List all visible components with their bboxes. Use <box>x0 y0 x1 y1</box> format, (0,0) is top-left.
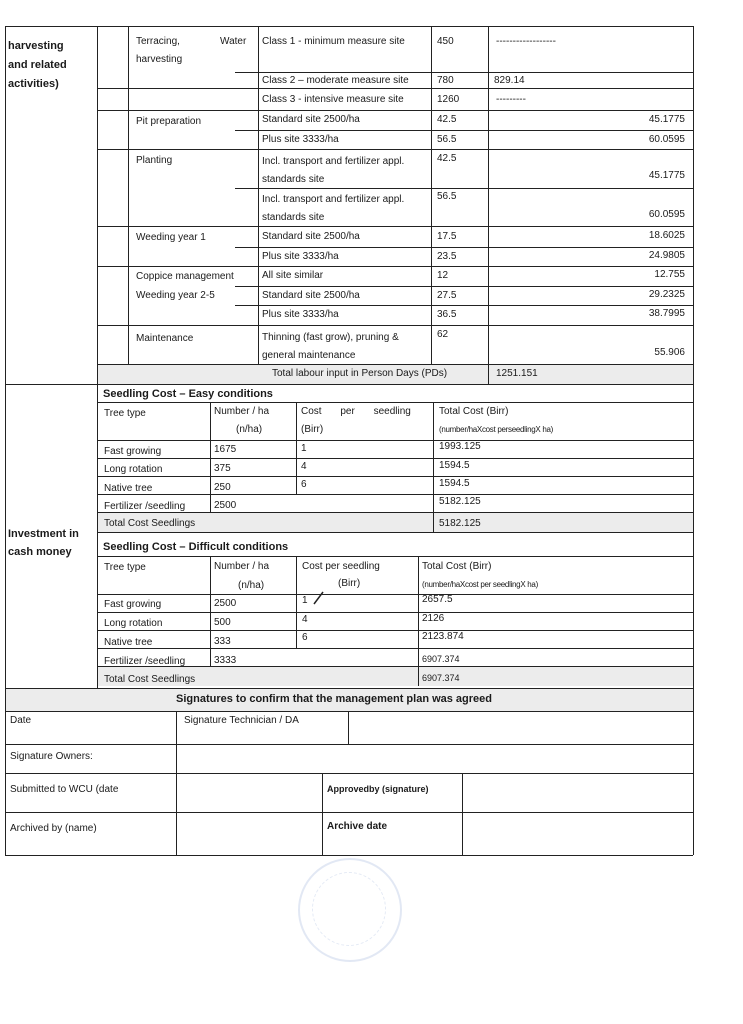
row-line <box>97 458 693 459</box>
difficult-type: Fertilizer /seedling <box>104 656 186 667</box>
col-line <box>128 26 129 364</box>
row-line <box>235 130 693 131</box>
section-divider <box>97 26 98 688</box>
labour-total-value: 1251.151 <box>496 368 538 379</box>
easy-number: 375 <box>214 463 231 474</box>
easy-total: 1594.5 <box>439 478 470 489</box>
row-line <box>97 325 693 326</box>
difficult-cost: 4 <box>302 614 308 625</box>
labour-value: 56.5 <box>437 191 457 202</box>
faint-stamp-inner <box>312 872 386 946</box>
difficult-cost: 1 <box>302 595 308 606</box>
easy-header-cost: Cost per seedling <box>301 406 411 417</box>
difficult-number: 2500 <box>214 598 237 609</box>
difficult-header-cost: Cost per seedling <box>302 561 380 572</box>
labour-value: 12 <box>437 270 449 281</box>
labour-desc: Plus site 3333/ha <box>262 251 339 262</box>
easy-type: Fertilizer /seedling <box>104 501 186 512</box>
labour-total: 12.755 <box>654 269 685 280</box>
difficult-number: 500 <box>214 617 231 628</box>
row-line <box>235 72 693 73</box>
row-line <box>97 666 693 667</box>
activity-water: Water <box>220 36 247 47</box>
labour-total: ------------------ <box>496 36 556 47</box>
difficult-total: 2123.874 <box>422 631 464 642</box>
labour-total-label: Total labour input in Person Days (PDs) <box>272 368 448 379</box>
labour-total: 45.1775 <box>648 114 685 125</box>
labour-desc: Standard site 2500/ha <box>262 231 360 242</box>
difficult-header-number-unit: (n/ha) <box>238 580 265 591</box>
row-line <box>97 556 693 557</box>
easy-number: 250 <box>214 482 231 493</box>
activity-terracing: Terracing, <box>136 36 180 47</box>
row-line <box>97 494 693 495</box>
col-line <box>462 773 463 855</box>
difficult-header-number: Number / ha <box>214 561 270 572</box>
labour-total: 60.0595 <box>648 209 685 220</box>
difficult-type: Fast growing <box>104 599 162 610</box>
activity-weeding-2-5: Weeding year 2-5 <box>136 290 215 301</box>
col-line <box>488 26 489 384</box>
easy-total: 5182.125 <box>439 496 481 507</box>
difficult-header-total: Total Cost (Birr) <box>422 561 492 572</box>
row-line <box>97 402 693 403</box>
labour-desc: Incl. transport and fertilizer appl. standards site <box>262 156 405 185</box>
difficult-number: 3333 <box>214 655 237 666</box>
labour-value: 17.5 <box>437 231 457 242</box>
bottom-border <box>5 855 693 856</box>
easy-cost: 4 <box>301 461 307 472</box>
labour-value: 780 <box>437 75 454 86</box>
labour-value: 1260 <box>437 94 460 105</box>
col-line <box>210 556 211 666</box>
easy-total: 1594.5 <box>439 460 470 471</box>
difficult-cost: 6 <box>302 632 308 643</box>
col-line <box>258 26 259 364</box>
easy-header-total: Total Cost (Birr) <box>439 406 509 417</box>
activity-maintenance: Maintenance <box>136 333 194 344</box>
right-border <box>693 26 694 855</box>
easy-type: Native tree <box>104 483 153 494</box>
labour-total: 55.906 <box>654 347 685 358</box>
col-line <box>322 773 323 855</box>
approved-label: Approvedby (signature) <box>327 784 429 794</box>
signatures-title: Signatures to confirm that the management plan was agreed <box>176 693 493 705</box>
easy-cost: 6 <box>301 479 307 490</box>
row-line <box>97 630 693 631</box>
row-line <box>235 286 693 287</box>
col-line <box>296 402 297 494</box>
activity-harvesting: harvesting <box>136 54 183 65</box>
difficult-total: 2657.5 <box>422 594 453 605</box>
labour-total: 18.6025 <box>648 230 685 241</box>
difficult-total-label: Total Cost Seedlings <box>104 674 196 685</box>
activity-pit-preparation: Pit preparation <box>136 116 202 127</box>
difficult-total-value: 6907.374 <box>422 673 460 683</box>
labour-value: 27.5 <box>437 290 457 301</box>
activity-planting: Planting <box>136 155 173 166</box>
row-line <box>97 88 693 89</box>
labour-value: 23.5 <box>437 251 457 262</box>
labour-desc: All site similar <box>262 270 324 281</box>
labour-desc: Incl. transport and fertilizer appl. standards site <box>262 194 405 223</box>
left-border <box>5 26 6 855</box>
section-line <box>5 384 693 385</box>
easy-total-label: Total Cost Seedlings <box>104 518 196 529</box>
row-line <box>235 305 693 306</box>
labour-total: --------- <box>496 94 526 105</box>
col-line <box>348 711 349 744</box>
easy-header-cost-unit: (Birr) <box>301 424 324 435</box>
difficult-header-total-formula: (number/haXcost per seedlingX ha) <box>422 580 538 589</box>
col-line <box>176 773 177 855</box>
row-line <box>97 440 693 441</box>
easy-header-total-formula: (number/haXcost perseedlingX ha) <box>439 425 554 434</box>
row-line <box>97 476 693 477</box>
row-line <box>97 612 693 613</box>
difficult-total: 2126 <box>422 613 445 624</box>
archive-date-label: Archive date <box>327 821 388 832</box>
date-label: Date <box>10 715 32 726</box>
labour-desc: Class 1 - minimum measure site <box>262 36 405 47</box>
col-line <box>418 556 419 686</box>
labour-value: 42.5 <box>437 114 457 125</box>
labour-desc: Standard site 2500/ha <box>262 114 360 125</box>
activity-weeding-year-1: Weeding year 1 <box>136 232 206 243</box>
col-line <box>431 26 432 364</box>
row-line <box>5 744 693 745</box>
easy-total: 1993.125 <box>439 441 481 452</box>
labour-total: 60.0595 <box>648 134 685 145</box>
row-line <box>97 110 693 111</box>
easy-header-type: Tree type <box>104 408 146 419</box>
col-line <box>210 402 211 512</box>
section-line <box>5 688 693 689</box>
row-line <box>5 773 693 774</box>
difficult-number: 333 <box>214 636 231 647</box>
easy-number: 1675 <box>214 444 237 455</box>
easy-cost: 1 <box>301 443 307 454</box>
activity-coppice: Coppice management <box>136 271 234 282</box>
labour-desc: Class 3 - intensive measure site <box>262 94 404 105</box>
archived-by-label: Archived by (name) <box>10 823 97 834</box>
labour-desc: Class 2 – moderate measure site <box>262 75 409 86</box>
labour-total: 38.7995 <box>648 308 685 319</box>
row-line <box>97 594 693 595</box>
submitted-label: Submitted to WCU (date <box>10 784 119 795</box>
easy-header-number-unit: (n/ha) <box>236 424 263 435</box>
labour-total: 24.9805 <box>648 250 685 261</box>
row-line <box>97 149 693 150</box>
difficult-header-cost-unit: (Birr) <box>338 578 361 589</box>
row-line <box>97 532 693 533</box>
labour-value: 42.5 <box>437 153 457 164</box>
easy-type: Fast growing <box>104 446 162 457</box>
signature-owners-label: Signature Owners: <box>10 751 93 762</box>
row-line <box>97 512 693 513</box>
labour-value: 56.5 <box>437 134 457 145</box>
row-line <box>97 266 693 267</box>
row-line <box>97 648 693 649</box>
easy-title: Seedling Cost – Easy conditions <box>103 388 273 400</box>
pen-stroke-mark <box>312 590 326 606</box>
easy-type: Long rotation <box>104 464 163 475</box>
labour-desc: Thinning (fast grow), pruning & general maintenance <box>262 332 399 361</box>
signature-technician-label: Signature Technician / DA <box>184 715 299 726</box>
labour-desc: Plus site 3333/ha <box>262 134 339 145</box>
labour-value: 62 <box>437 329 449 340</box>
labour-desc: Standard site 2500/ha <box>262 290 360 301</box>
difficult-title: Seedling Cost – Difficult conditions <box>103 541 289 553</box>
difficult-total: 6907.374 <box>422 654 460 664</box>
row-line <box>5 711 693 712</box>
difficult-header-type: Tree type <box>104 562 146 573</box>
difficult-type: Long rotation <box>104 618 163 629</box>
easy-header-number: Number / ha <box>214 406 270 417</box>
col-line <box>296 556 297 648</box>
easy-total-value: 5182.125 <box>439 518 481 529</box>
easy-number: 2500 <box>214 500 237 511</box>
top-border <box>5 26 693 27</box>
col-line <box>433 402 434 532</box>
labour-total: 29.2325 <box>648 289 685 300</box>
labour-total: 45.1775 <box>648 170 685 181</box>
harvesting-section-label: harvesting and related activities) <box>8 40 67 90</box>
row-line <box>5 812 693 813</box>
row-line <box>235 247 693 248</box>
labour-total: 829.14 <box>494 75 525 86</box>
labour-value: 36.5 <box>437 309 457 320</box>
labour-desc: Plus site 3333/ha <box>262 309 339 320</box>
difficult-type: Native tree <box>104 637 153 648</box>
investment-section-label: Investment in cash money <box>8 528 79 558</box>
col-line <box>176 711 177 773</box>
labour-value: 450 <box>437 36 454 47</box>
